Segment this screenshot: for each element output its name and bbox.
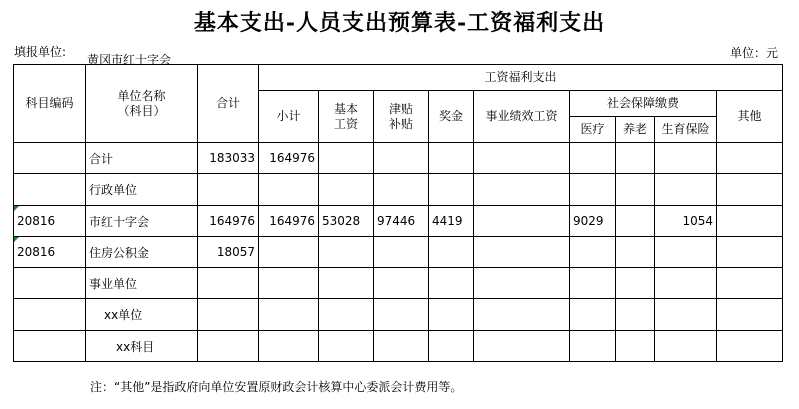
cell-total: 183033 (198, 143, 259, 174)
table-row (14, 143, 783, 174)
budget-table (13, 64, 783, 362)
cell-code (14, 331, 86, 362)
cell-medical: 9029 (570, 206, 616, 237)
cell-bonus (429, 237, 474, 268)
cell-medical (570, 299, 616, 331)
cell-total: 18057 (198, 237, 259, 268)
cell-basic (319, 237, 374, 268)
currency-unit: 单位：元 (729, 46, 778, 60)
cell-allowance (374, 174, 429, 206)
cell-other (717, 299, 783, 331)
cell-other (717, 268, 783, 299)
header-allowance (374, 91, 429, 143)
cell-bonus (429, 174, 474, 206)
header-maternity: 生育保险 (655, 117, 717, 143)
cell-name: xx科目 (86, 331, 198, 362)
cell-medical (570, 174, 616, 206)
cell-performance (474, 237, 570, 268)
cell-pension (616, 331, 655, 362)
cell-other (717, 143, 783, 174)
header-other: 其他 (717, 91, 783, 143)
cell-pension (616, 174, 655, 206)
cell-subtotal (259, 299, 319, 331)
header-name-line1: 单位名称 (117, 88, 166, 103)
cell-code (14, 268, 86, 299)
cell-allowance (374, 237, 429, 268)
cell-subtotal (259, 331, 319, 362)
table-row (14, 206, 783, 237)
cell-name: 合计 (86, 143, 198, 174)
cell-name: 行政单位 (86, 174, 198, 206)
cell-code (14, 299, 86, 331)
cell-name: 市红十字会 (86, 206, 198, 237)
cell-subtotal: 164976 (259, 206, 319, 237)
cell-code (14, 174, 86, 206)
header-pension: 养老 (616, 117, 655, 143)
cell-allowance (374, 331, 429, 362)
cell-total (198, 331, 259, 362)
cell-maternity: 1054 (655, 206, 717, 237)
cell-maternity (655, 331, 717, 362)
cell-maternity (655, 143, 717, 174)
cell-total: 164976 (198, 206, 259, 237)
cell-maternity (655, 174, 717, 206)
header-allowance-line2: 补贴 (388, 116, 413, 131)
cell-basic (319, 331, 374, 362)
cell-total (198, 299, 259, 331)
cell-code: 20816 (14, 206, 86, 237)
header-allowance-line1: 津贴 (388, 101, 413, 116)
cell-allowance (374, 268, 429, 299)
header-medical: 医疗 (570, 117, 616, 143)
cell-name: xx单位 (86, 299, 198, 331)
cell-basic (319, 174, 374, 206)
cell-subtotal: 164976 (259, 143, 319, 174)
cell-subtotal (259, 174, 319, 206)
cell-medical (570, 237, 616, 268)
cell-other (717, 174, 783, 206)
cell-other (717, 206, 783, 237)
cell-maternity (655, 268, 717, 299)
table-row (14, 268, 783, 299)
cell-code: 20816 (14, 237, 86, 268)
cell-bonus (429, 331, 474, 362)
cell-medical (570, 143, 616, 174)
header-code: 科目编码 (14, 65, 86, 143)
cell-allowance: 97446 (374, 206, 429, 237)
cell-medical (570, 268, 616, 299)
header-bonus: 奖金 (429, 91, 474, 143)
cell-name: 住房公积金 (86, 237, 198, 268)
header-social-security: 社会保障缴费 (570, 91, 717, 117)
cell-performance (474, 206, 570, 237)
header-basic-line1: 基本 (333, 101, 358, 116)
table-row (14, 174, 783, 206)
header-basic-wage (319, 91, 374, 143)
cell-medical (570, 331, 616, 362)
cell-performance (474, 268, 570, 299)
table-row (14, 237, 783, 268)
header-name-line2: （科目） (117, 103, 166, 118)
cell-total (198, 268, 259, 299)
table-row (14, 299, 783, 331)
header-subtotal: 小计 (259, 91, 319, 143)
cell-basic: 53028 (319, 206, 374, 237)
header-name (86, 65, 198, 143)
cell-basic (319, 268, 374, 299)
cell-other (717, 331, 783, 362)
cell-performance (474, 331, 570, 362)
header-wage-welfare: 工资福利支出 (259, 65, 783, 91)
header-basic-line2: 工资 (333, 116, 358, 131)
cell-bonus (429, 299, 474, 331)
table-row (14, 331, 783, 362)
header-total: 合计 (198, 65, 259, 143)
cell-basic (319, 143, 374, 174)
cell-pension (616, 299, 655, 331)
cell-pension (616, 206, 655, 237)
cell-allowance (374, 299, 429, 331)
cell-name: 事业单位 (86, 268, 198, 299)
cell-pension (616, 143, 655, 174)
header-performance-wage: 事业绩效工资 (474, 91, 570, 143)
cell-performance (474, 299, 570, 331)
cell-pension (616, 268, 655, 299)
page-title: 基本支出-人员支出预算表-工资福利支出 (193, 10, 606, 36)
cell-other (717, 237, 783, 268)
reporting-unit-label: 填报单位: (14, 45, 67, 59)
cell-total (198, 174, 259, 206)
cell-maternity (655, 237, 717, 268)
cell-basic (319, 299, 374, 331)
footnote: 注：“其他”是指政府向单位安置原财政会计核算中心委派会计费用等。 (90, 380, 463, 394)
cell-code (14, 143, 86, 174)
cell-performance (474, 143, 570, 174)
cell-pension (616, 237, 655, 268)
cell-maternity (655, 299, 717, 331)
cell-bonus (429, 268, 474, 299)
cell-allowance (374, 143, 429, 174)
cell-bonus (429, 143, 474, 174)
cell-performance (474, 174, 570, 206)
reporting-unit-name: 黄冈市红十字会 (87, 53, 172, 67)
cell-subtotal (259, 268, 319, 299)
cell-subtotal (259, 237, 319, 268)
cell-bonus: 4419 (429, 206, 474, 237)
